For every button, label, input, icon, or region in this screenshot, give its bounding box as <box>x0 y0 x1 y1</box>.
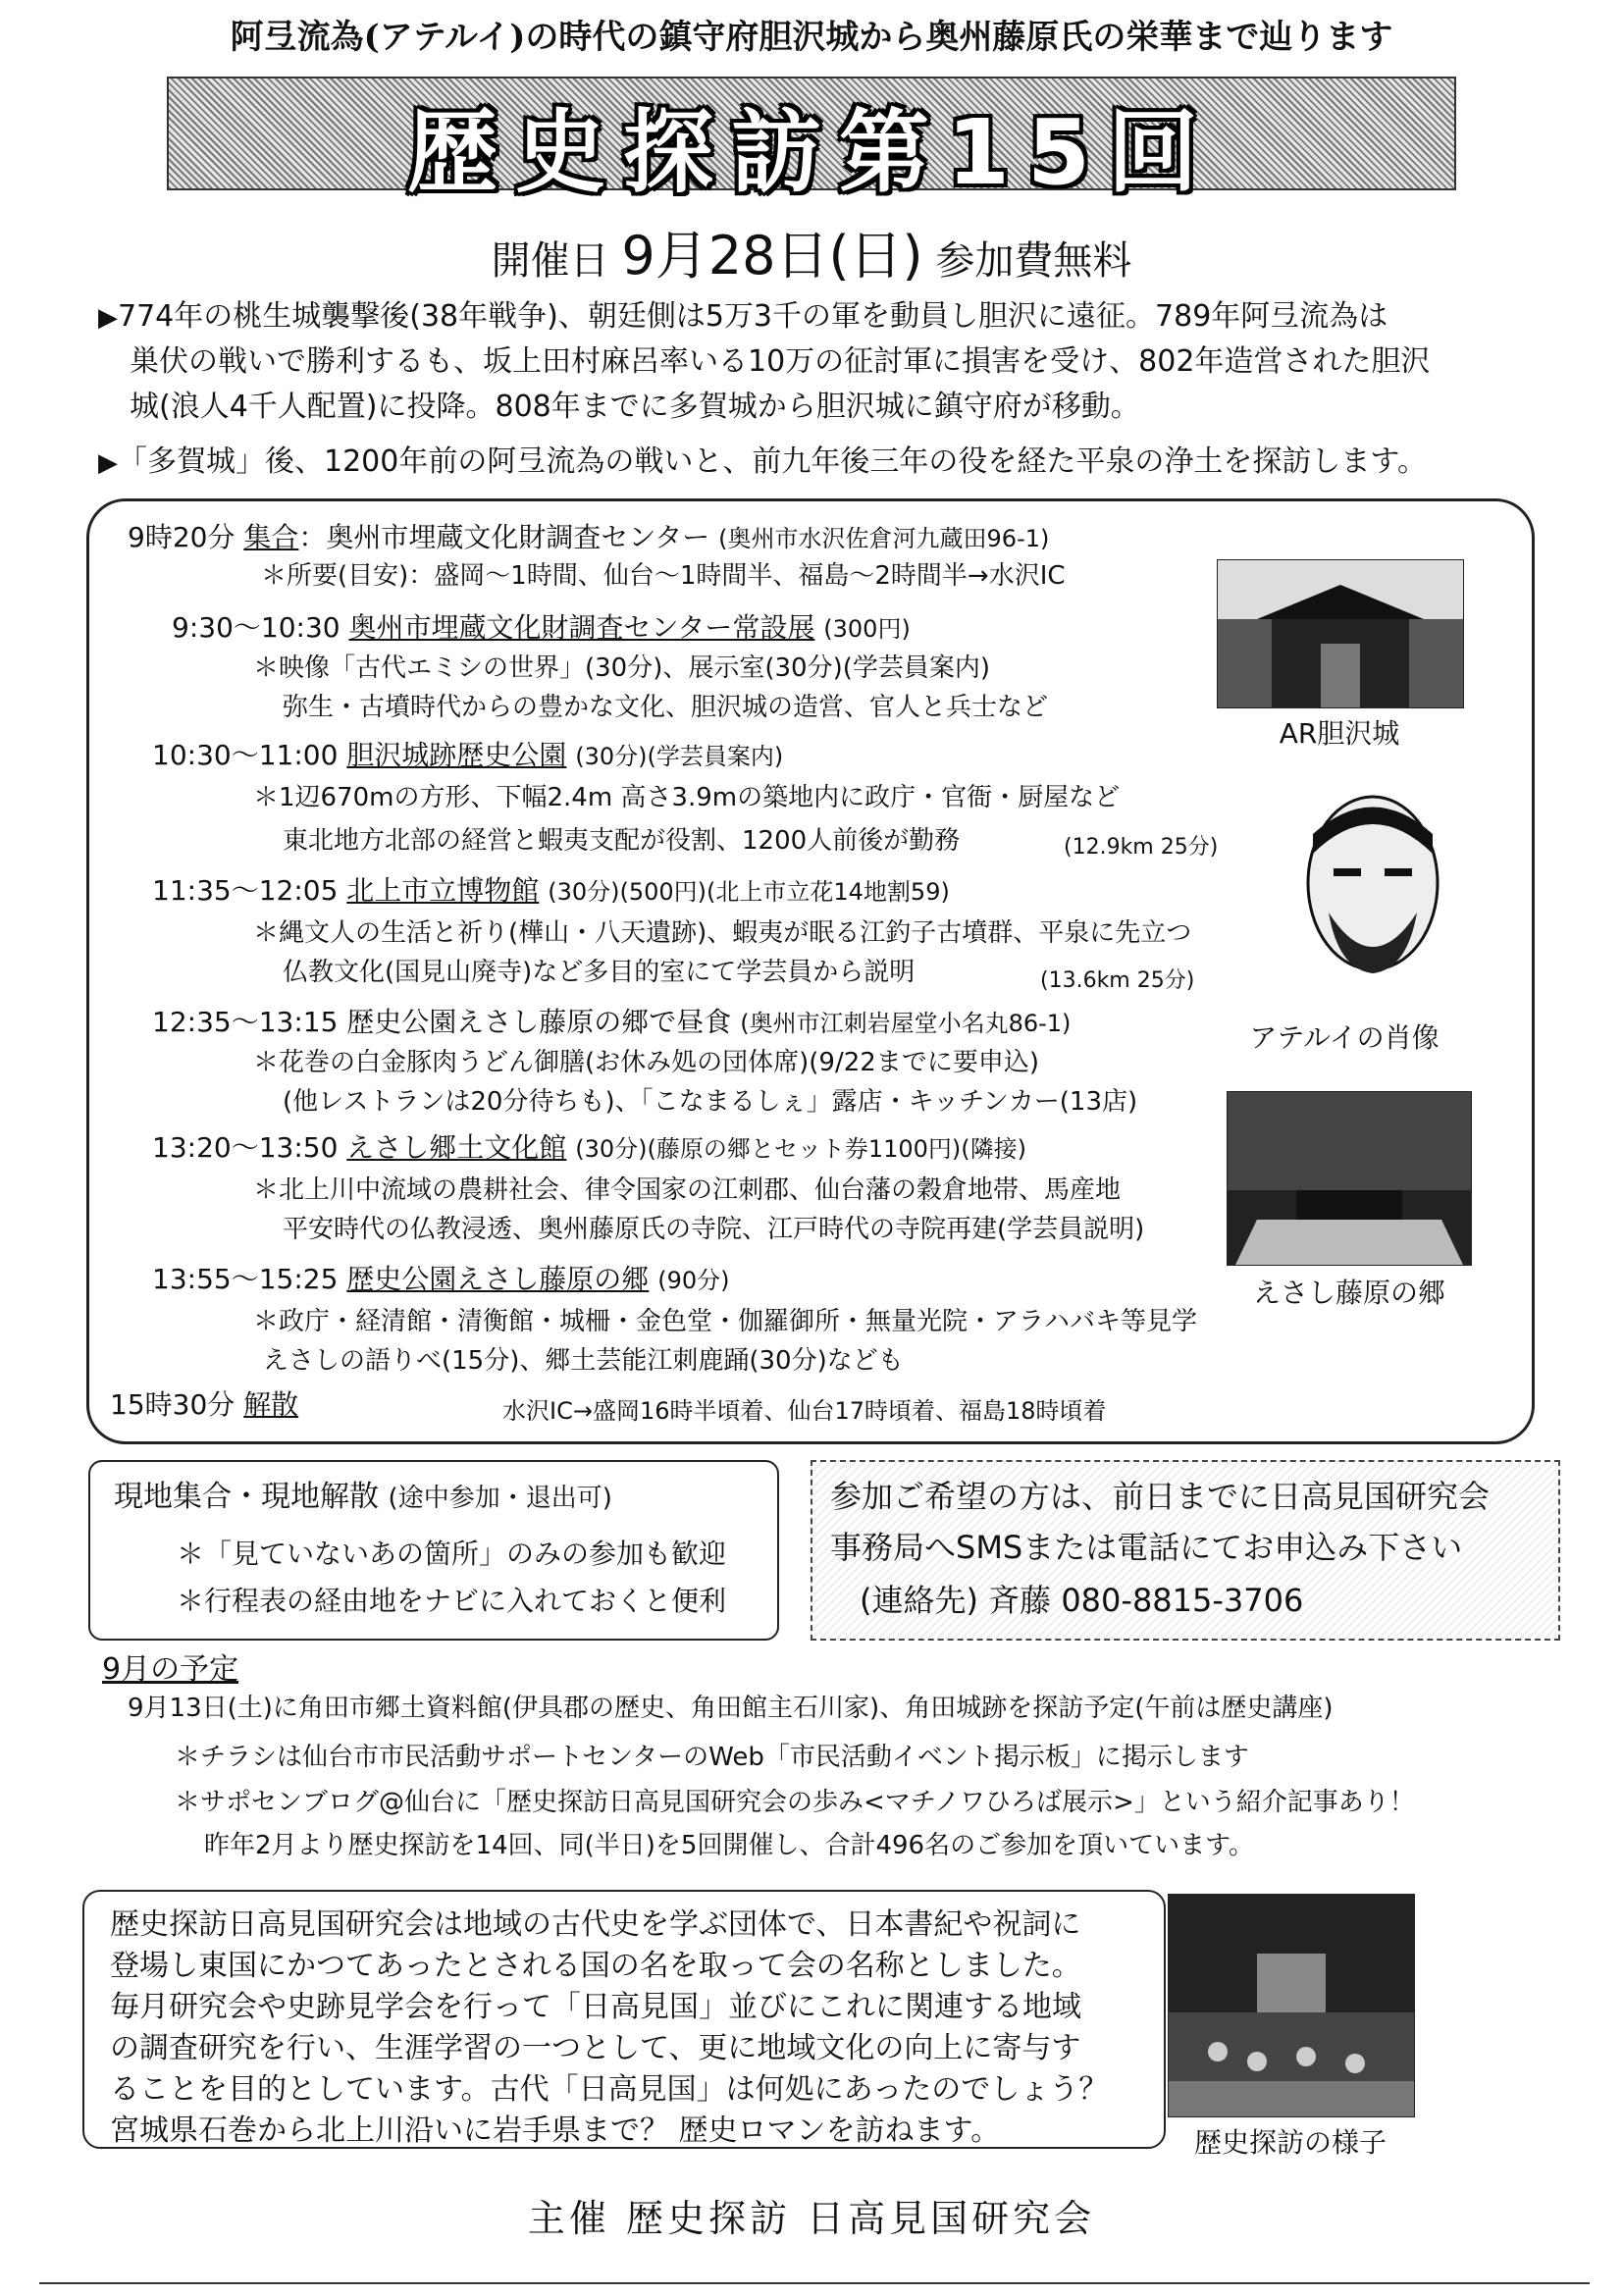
item-title: 歴史公園えさし藤原の郷 <box>346 1263 650 1295</box>
about-line: 宮城県石巻から北上川沿いに岩手県まで？ 歴史ロマンを訪ねます。 <box>110 2113 1001 2148</box>
box-note: ＊「見ていないあの箇所」のみの参加も歓迎 <box>177 1538 727 1570</box>
time: 13:55～15:25 <box>152 1263 339 1295</box>
item-title: 奥州市埋蔵文化財調査センター常設展 <box>348 611 815 644</box>
item-note: ＊政庁・経清館・清衡館・城柵・金色堂・伽羅御所・無量光院・アラハバキ等見学 <box>253 1307 1198 1336</box>
bullet-icon: ▶ <box>98 303 118 333</box>
about-line: ることを目的としています。古代「日高見国」は何処にあったのでしょう？ <box>110 2072 1109 2107</box>
date-value: 9月28日 <box>621 225 829 287</box>
assembly-title <box>114 1472 612 1515</box>
item-note: 弥生・古墳時代からの豊かな文化、胆沢城の造営、官人と兵士など <box>283 693 1049 722</box>
september-line: 9月13日(土)に角田市郷土資料館(伊具郡の歴史、角田館主石川家)、角田城跡を探訪予定(午前は歴史講座) <box>128 1694 1334 1723</box>
time: 13:20～13:50 <box>152 1131 339 1164</box>
item-note: ＊北上川中流域の農耕社会、律令国家の江刺郡、仙台藩の穀倉地帯、馬産地 <box>253 1175 1122 1205</box>
time: 12:35～13:15 <box>152 1006 339 1038</box>
intro-p1-line1 <box>98 294 1387 340</box>
page-title: 歴史探訪第15回 <box>406 100 1217 205</box>
time: 15時30分 <box>110 1388 236 1421</box>
tagline: 阿弖流為(アテルイ)の時代の鎮守府胆沢城から奥州藤原氏の栄華まで辿ります <box>230 18 1393 57</box>
september-line: ＊チラシは仙台市市民活動サポートセンターのWeb「市民活動イベント掲示板」に掲示します <box>175 1743 1249 1772</box>
fee-text: 参加費無料 <box>935 238 1132 284</box>
bullet-icon: ▶ <box>98 448 118 478</box>
schedule-item-assembly <box>128 516 1049 555</box>
application-line: 参加ご希望の方は、前日までに日高見国研究会 <box>830 1478 1491 1515</box>
item-extra: (30分)(500円)(北上市立花14地割59) <box>548 878 950 906</box>
item-note: 仏教文化(国見山廃寺)など多目的室にて学芸員から説明 <box>283 958 916 987</box>
schedule-item-folk-museum <box>152 1126 1026 1166</box>
portrait-icon <box>1289 785 1456 981</box>
item-note: ＊花巻の白金豚肉うどん御膳(お休み処の団体席)(9/22までに要申込) <box>253 1048 1039 1077</box>
caption-ar-castle: AR胆沢城 <box>1279 717 1400 750</box>
schedule-item-fujiwara-park <box>152 1258 729 1297</box>
item-title: 北上市立博物館 <box>346 874 540 907</box>
time: 10:30～11:00 <box>152 739 339 771</box>
about-line: の調査研究を行い、生涯学習の一つとして、更に地域文化の向上に寄与す <box>110 2031 1081 2065</box>
item-place: ：奥州市埋蔵文化財調査センター <box>298 521 710 553</box>
item-title: えさし郷土文化館 <box>346 1131 567 1164</box>
schedule-item-dismissal <box>110 1383 298 1423</box>
about-line: 歴史探訪日高見国研究会は地域の古代史を学ぶ団体で、日本書紀や祝詞に <box>110 1907 1081 1942</box>
item-note: ＊所要(目安)：盛岡～1時間、仙台～1時間半、福島～2時間半→水沢IC <box>261 561 1066 591</box>
caption-aterui: アテルイの肖像 <box>1249 1021 1440 1054</box>
september-line: 昨年2月より歴史探訪を14回、同(半日)を5回開催し、合計496名のご参加を頂いています。 <box>204 1831 1255 1860</box>
about-line: 登場し東国にかつてあったとされる国の名を取って会の名称としました。 <box>110 1949 1081 1983</box>
intro-p1-line3: 城(浪人4千人配置)に投降。808年までに多賀城から胆沢城に鎮守府が移動。 <box>130 390 1140 424</box>
distance-note: (13.6km 25分) <box>1040 968 1195 993</box>
schedule-item-isawa-castle <box>152 734 783 773</box>
item-title: 歴史公園えさし藤原の郷で昼食 <box>346 1006 732 1038</box>
schedule-item-center <box>172 606 911 646</box>
return-times: 水沢IC→盛岡16時半頃着、仙台17時頃着、福島18時頃着 <box>502 1397 1107 1425</box>
intro-text: 「多賀城」後、1200年前の阿弖流為の戦いと、前九年後三年の役を経た平泉の浄土を探訪します。 <box>118 444 1427 479</box>
intro-p1-line2: 巣伏の戦いで勝利するも、坂上田村麻呂率いる10万の征討軍に損害を受け、802年造営された胆沢 <box>130 344 1431 379</box>
box-note: ＊行程表の経由地をナビに入れておくと便利 <box>177 1585 727 1617</box>
photo-aterui-portrait <box>1289 785 1456 981</box>
item-extra: (奥州市江刺岩屋堂小名丸86-1) <box>740 1010 1072 1037</box>
intro-p2 <box>98 440 1427 486</box>
item-note: ＊映像「古代エミシの世界」(30分)、展示室(30分)(学芸員案内) <box>253 653 991 683</box>
item-address: (奥州市水沢佐倉河九蔵田96-1) <box>718 525 1050 552</box>
caption-tour: 歴史探訪の様子 <box>1193 2126 1387 2159</box>
item-note: ＊1辺670mの方形、下幅2.4m 高さ3.9mの築地内に政庁・官衙・厨屋など <box>253 783 1121 812</box>
intro-text: 774年の桃生城襲撃後(38年戦争)、朝廷側は5万3千の軍を動員し胆沢に遠征。789年阿弖流為は <box>118 299 1388 334</box>
box-title-sub: (途中参加・退出可) <box>388 1484 612 1513</box>
item-extra: (90分) <box>657 1267 730 1294</box>
photo-tour <box>1168 1894 1415 2117</box>
photo-esashi <box>1227 1091 1472 1266</box>
item-note: えさしの語りべ(15分)、郷土芸能江刺鹿踊(30分)なども <box>263 1346 904 1376</box>
item-extra: (300円) <box>823 615 911 643</box>
item-title: 集合 <box>243 521 299 553</box>
event-date-line <box>0 214 1623 289</box>
item-extra: (30分)(藤原の郷とセット券1100円)(隣接) <box>575 1135 1027 1163</box>
september-heading: 9月の予定 <box>102 1652 239 1687</box>
item-title: 胆沢城跡歴史公園 <box>346 739 567 771</box>
schedule-item-lunch <box>152 1001 1071 1040</box>
photo-ar-castle <box>1217 559 1464 708</box>
application-line: 事務局へSMSまたは電話にてお申込み下さい <box>830 1529 1463 1566</box>
september-line: ＊サポセンブログ@仙台に「歴史探訪日高見国研究会の歩み<マチノワひろば展示>」という紹介記事あり！ <box>175 1788 1415 1817</box>
caption-esashi: えさし藤原の郷 <box>1252 1277 1445 1309</box>
distance-note: (12.9km 25分) <box>1064 835 1219 860</box>
landscape-icon <box>1228 1092 1471 1265</box>
item-note: ＊縄文人の生活と祈り(樺山・八天遺跡)、蝦夷が眠る江釣子古墳群、平泉に先立つ <box>253 918 1192 948</box>
item-note: (他レストランは20分待ちも)、「こなまるしぇ」露店・キッチンカー(13店) <box>283 1087 1138 1117</box>
bottom-rule <box>39 2282 1590 2284</box>
item-note: 東北地方北部の経営と蝦夷支配が役割、1200人前後が勤務 <box>283 826 961 856</box>
castle-gate-icon <box>1218 560 1463 707</box>
item-extra: (30分)(学芸員案内) <box>575 743 784 770</box>
time: 9:30～10:30 <box>172 611 340 644</box>
organizer-footer: 主催 歴史探訪 日高見国研究会 <box>527 2197 1096 2240</box>
schedule-item-museum <box>152 869 950 909</box>
tour-group-icon <box>1169 1895 1414 2116</box>
time: 9時20分 <box>128 521 236 553</box>
contact-line: (連絡先) 斉藤 080-8815-3706 <box>860 1582 1304 1619</box>
title-banner <box>167 77 1456 205</box>
date-day: (日) <box>828 225 923 287</box>
date-label: 開催日 <box>491 238 609 284</box>
item-title: 解散 <box>243 1388 299 1421</box>
time: 11:35～12:05 <box>152 874 339 907</box>
box-title: 現地集合・現地解散 <box>114 1480 379 1514</box>
about-line: 毎月研究会や史跡見学会を行って「日高見国」並びにこれに関連する地域 <box>110 1990 1081 2024</box>
item-note: 平安時代の仏教浸透、奥州藤原氏の寺院、江戸時代の寺院再建(学芸員説明) <box>283 1215 1145 1244</box>
